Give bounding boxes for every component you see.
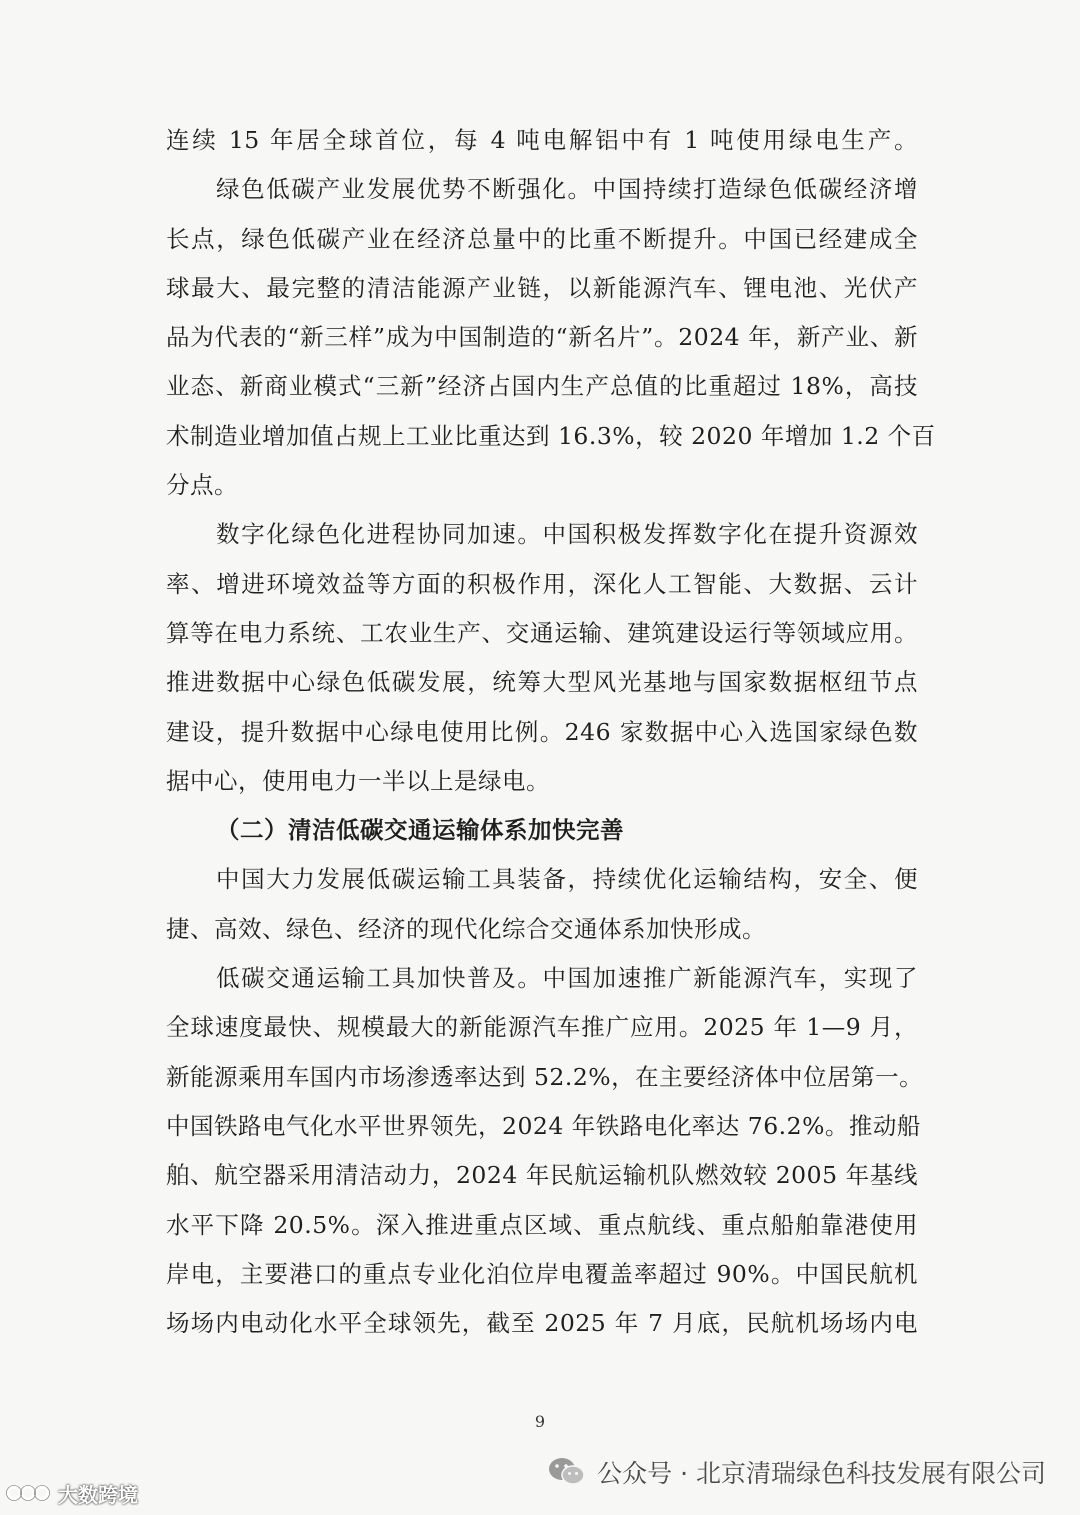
wechat-icon: [547, 1455, 587, 1489]
section-heading: （二）清洁低碳交通运输体系加快完善: [216, 816, 624, 845]
text-line: 据中心，使用电力一半以上是绿电。: [166, 766, 550, 795]
paragraph-start-line: 绿色低碳产业发展优势不断强化。中国持续打造绿色低碳经济增: [216, 175, 918, 204]
text-line: 算等在电力系统、工农业生产、交通运输、建筑建设运行等领域应用。: [166, 618, 918, 647]
text-line: 建设，提升数据中心绿电使用比例。246 家数据中心入选国家绿色数: [166, 717, 918, 746]
text-line: 全球速度最快、规模最大的新能源汽车推广应用。2025 年 1—9 月，: [166, 1013, 918, 1042]
text-line: 分点。: [166, 471, 238, 500]
body-text: [166, 116, 936, 1348]
watermark-account: [547, 1452, 1046, 1492]
text-line: 捷、高效、绿色、经济的现代化综合交通体系加快形成。: [166, 914, 766, 943]
watermark-account-text: 公众号 · 北京清瑞绿色科技发展有限公司: [597, 1459, 1046, 1488]
text-line: 连续 15 年居全球首位，每 4 吨电解铝中有 1 吨使用绿电生产。: [166, 126, 918, 154]
text-line: 推进数据中心绿色低碳发展，统筹大型风光基地与国家数据枢纽节点: [166, 668, 918, 697]
watermark-brand: [6, 1476, 138, 1510]
text-line: 中国铁路电气化水平世界领先，2024 年铁路电化率达 76.2%。推动船: [166, 1111, 921, 1140]
text-line: 新能源乘用车国内市场渗透率达到 52.2%，在主要经济体中位居第一。: [166, 1062, 924, 1091]
text-line: 术制造业增加值占规上工业比重达到 16.3%，较 2020 年增加 1.2 个百: [166, 421, 936, 450]
page-number: 9: [534, 1412, 546, 1431]
text-line: 水平下降 20.5%。深入推进重点区域、重点航线、重点船舶靠港使用: [166, 1210, 918, 1239]
text-line: 岸电，主要港口的重点专业化泊位岸电覆盖率超过 90%。中国民航机: [166, 1259, 918, 1288]
text-line: 长点，绿色低碳产业在经济总量中的比重不断提升。中国已经建成全: [166, 224, 918, 253]
text-line: 球最大、最完整的清洁能源产业链，以新能源汽车、锂电池、光伏产: [166, 273, 918, 302]
text-line: 场场内电动化水平全球领先，截至 2025 年 7 月底，民航机场场内电: [166, 1309, 918, 1338]
text-line: 率、增进环境效益等方面的积极作用，深化人工智能、大数据、云计: [166, 569, 918, 598]
paragraph-start-line: 数字化绿色化进程协同加速。中国积极发挥数字化在提升资源效: [216, 520, 918, 549]
logo-icon: [6, 1480, 52, 1506]
text-line: 品为代表的“新三样”成为中国制造的“新名片”。2024 年，新产业、新: [166, 323, 918, 352]
text-line: 业态、新商业模式“三新”经济占国内生产总值的比重超过 18%，高技: [166, 372, 918, 401]
watermark-brand-text: 大数跨境: [58, 1482, 138, 1507]
text-line: 舶、航空器采用清洁动力，2024 年民航运输机队燃效较 2005 年基线: [166, 1161, 918, 1190]
paragraph-start-line: 中国大力发展低碳运输工具装备，持续优化运输结构，安全、便: [216, 865, 918, 894]
paragraph-start-line: 低碳交通运输工具加快普及。中国加速推广新能源汽车，实现了: [216, 964, 918, 993]
